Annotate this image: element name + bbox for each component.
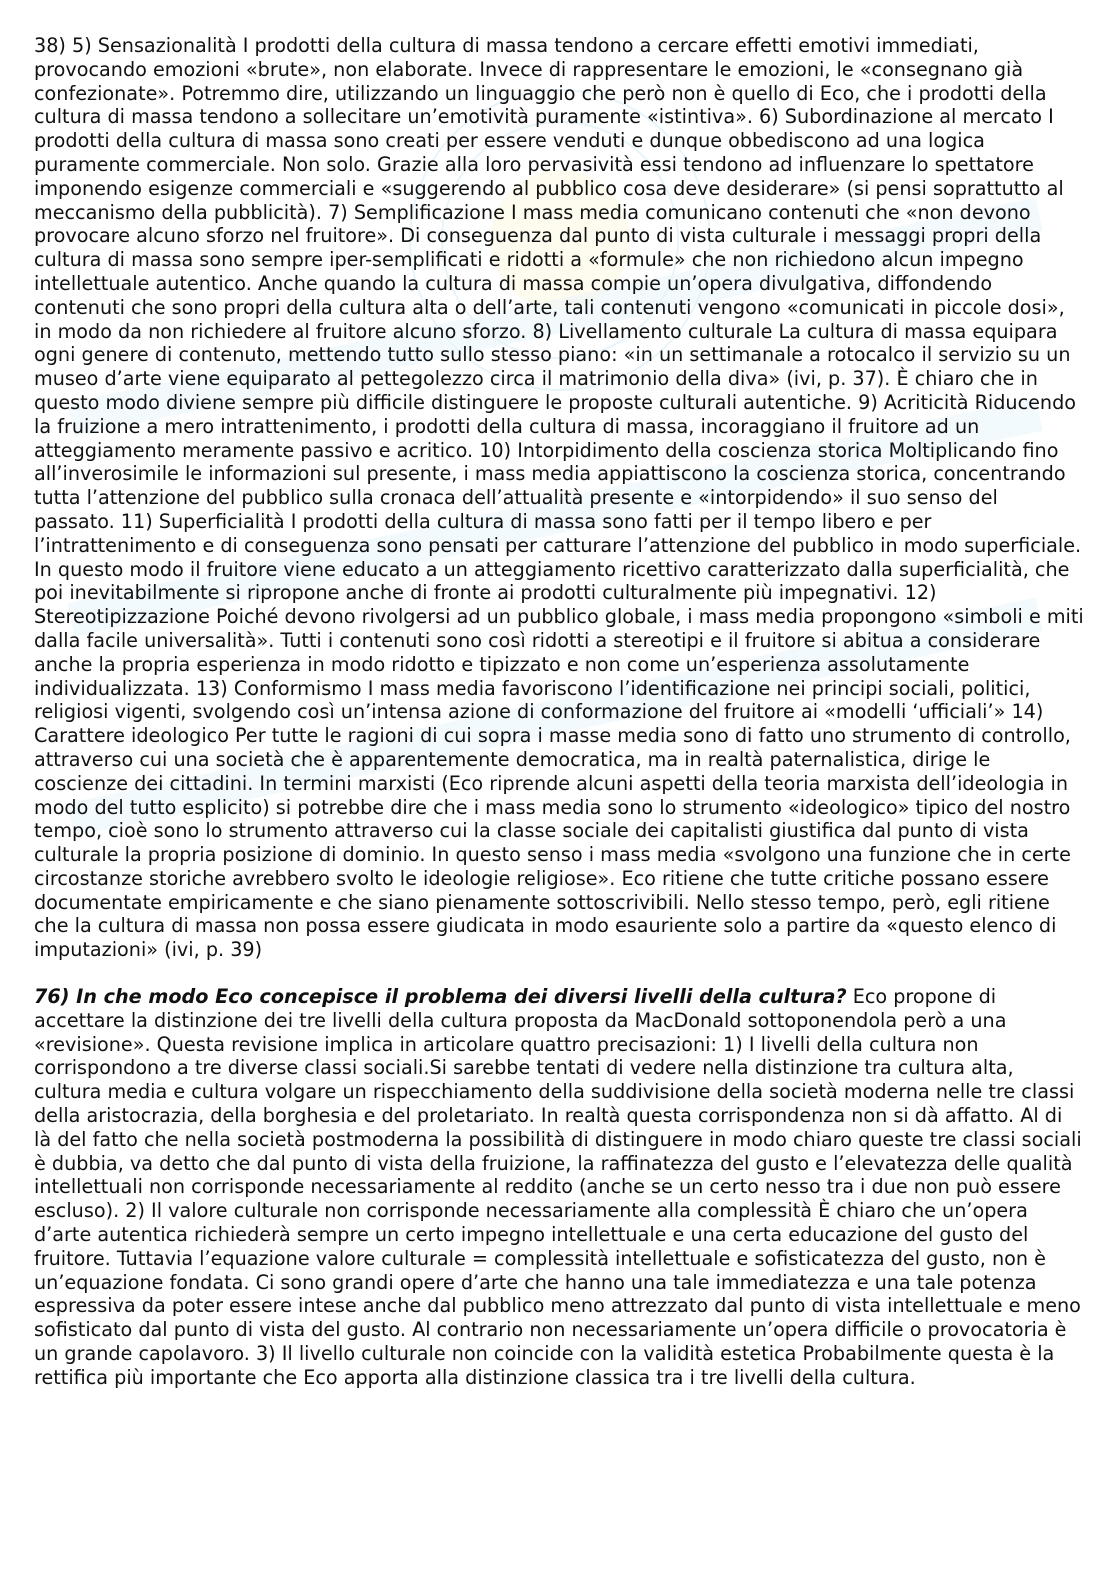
answer-text: Eco propone di accettare la distinzione dei tre livelli della cultura proposta da MacDonald sottoponendola però a una «revisione». Questa revisione implica in articolare quattro precisazioni: 1) I livelli della cultura non corrispondono a tre diverse classi sociali.Si sarebbe tentati di vedere nella distinzione tra cultura alta, cultura media e cultura volgare un rispecchiamento della suddivisione della società moderna nelle tre classi della aristocrazia, della borghesia e del proletariato. In realtà questa corrispondenza non si dà affatto. Al di là del fatto che nella società postmoderna la possibilità di distinguere in modo chiaro queste tre classi sociali è dubbia, va detto che dal punto di vista della fruizione, la raffinatezza del gusto e l’elevatezza delle qualità intellettuali non corrisponde necessariamente al reddito (anche se un certo nesso tra i due non può essere escluso). 2) Il valore culturale non corrisponde necessariamente alla complessità È chiaro che un’opera d’arte autentica richiederà sempre un certo impegno intellettuale e una certa educazione del gusto del fruitore. Tuttavia l’equazione valore culturale = complessità intellettuale e sofisticatezza del gusto, non è un’equazione fondata. Ci sono grandi opere d’arte che hanno una tale immediatezza e una tale potenza espressiva da poter essere intese anche dal pubblico meno attrezzato dal punto di vista intellettuale e meno sofisticato dal punto di vista del gusto. Al contrario non necessariamente un’opera difficile o provocatoria è un grande capolavoro. 3) Il livello culturale non coincide con la validità estetica Probabilmente questa è la rettifica più importante che Eco apporta alla distinzione classica tra i tre livelli della cultura. (34, 985, 1082, 1389)
question-heading: 76) In che modo Eco concepisce il problema dei diversi livelli della cultura? (34, 985, 847, 1009)
paragraph-continuation: 38) 5) Sensazionalità I prodotti della cultura di massa tendono a cercare effetti emotivi immediati, provocando emozioni «brute», non elaborate. Invece di rappresentare le emozioni, le «consegnano già confezionate». Potremmo dire, utilizzando un linguaggio che però non è quello di Eco, che i prodotti della cultura di massa tendono a sollecitare un’emotività puramente «istintiva». 6) Subordinazione al mercato I prodotti della cultura di massa sono creati per essere venduti e dunque obbediscono ad una logica puramente commerciale. Non solo. Grazie alla loro pervasività essi tendono ad influenzare lo spettatore imponendo esigenze commerciali e «suggerendo al pubblico cosa deve desiderare» (si pensi soprattutto al meccanismo della pubblicità). 7) Semplificazione I mass media comunicano contenuti che «non devono provocare alcuno sforzo nel fruitore». Di conseguenza dal punto di vista culturale i messaggi propri della cultura di massa sono sempre iper-semplificati e ridotti a «formule» che non richiedono alcun impegno intellettuale autentico. Anche quando la cultura di massa compie un’opera divulgativa, diffondendo contenuti che sono propri della cultura alta o dell’arte, tali contenuti vengono «comunicati in piccole dosi», in modo da non richiedere al fruitore alcuno sforzo. 8) Livellamento culturale La cultura di massa equipara ogni genere di contenuto, mettendo tutto sullo stesso piano: «in un settimanale a rotocalco il servizio su un museo d’arte viene equiparato al pettegolezzo circa il matrimonio della diva» (ivi, p. 37). È chiaro che in questo modo diviene sempre più difficile distinguere le proposte culturali autentiche. 9) Acriticità Riducendo la fruizione a mero intrattenimento, i prodotti della cultura di massa, incoraggiano il fruitore ad un atteggiamento meramente passivo e acritico. 10) Intorpidimento della coscienza storica Moltiplicando fino all’inverosimile le informazioni sul presente, i mass media appiattiscono la coscienza storica, concentrando tutta l’attenzione del pubblico sulla cronaca dell’attualità presente e «intorpidendo» il suo senso del passato. 11) Superficialità I prodotti della cultura di massa sono fatti per il tempo libero e per l’intrattenimento e di conseguenza sono pensati per catturare l’attenzione del pubblico in modo superficiale. In questo modo il fruitore viene educato a un atteggiamento ricettivo caratterizzato dalla superficialità, che poi inevitabilmente si ripropone anche di fronte ai prodotti culturalmente più impegnativi. 12) Stereotipizzazione Poiché devono rivolgersi ad un pubblico globale, i mass media propongono «simboli e miti dalla facile universalità». Tutti i contenuti sono così ridotti a stereotipi e il fruitore si abitua a considerare anche la propria esperienza in modo ridotto e tipizzato e non come un’esperienza assolutamente individualizzata. 13) Conformismo I mass media favoriscono l’identificazione nei principi sociali, politici, religiosi vigenti, svolgendo così un’intensa azione di conformazione del fruitore ai «modelli ‘ufficiali’» 14) Carattere ideologico Per tutte le ragioni di cui sopra i masse media sono di fatto uno strumento di controllo, attraverso cui una società che è apparentemente democratica, ma in realtà paternalistica, dirige le coscienze dei cittadini. In termini marxisti (Eco riprende alcuni aspetti della teoria marxista dell’ideologia in modo del tutto esplicito) si potrebbe dire che i mass media sono lo strumento «ideologico» tipico del nostro tempo, cioè sono lo strumento attraverso cui la classe sociale dei capitalisti giustifica dal punto di vista culturale la propria posizione di dominio. In questo senso i mass media «svolgono una funzione che in certe circostanze storiche avrebbero svolto le ideologie religiose». Eco ritiene che tutte critiche possano essere documentate empiricamente e che siano pienamente sottoscrivibili. Nello stesso tempo, però, egli ritiene che la cultura di massa non possa essere giudicata in modo esauriente solo a partire da «questo elenco di imputazioni» (ivi, p. 39) (34, 34, 1084, 962)
document-body (34, 34, 1084, 1390)
paragraph-question-76 (34, 985, 1084, 1390)
